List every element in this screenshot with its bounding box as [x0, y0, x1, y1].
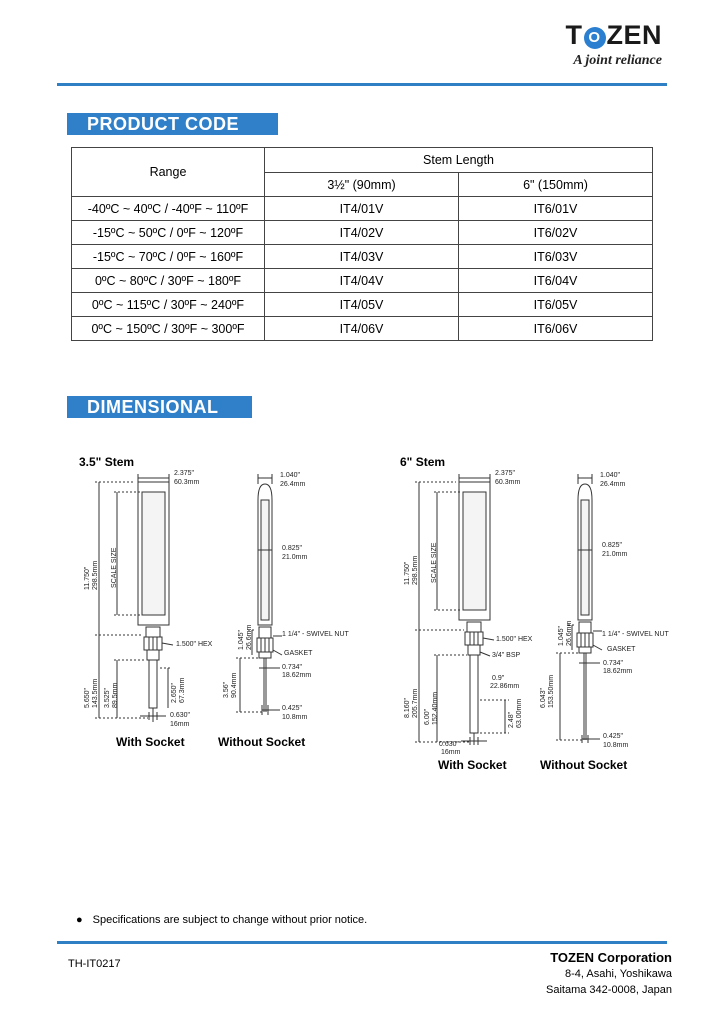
- caption-6-without-socket: Without Socket: [540, 758, 628, 772]
- stem-35-header: 3½" (90mm): [265, 173, 459, 197]
- dim-r-bsp: 3/4" BSP: [492, 652, 521, 659]
- dim-total-mm: 143.5mm: [92, 678, 99, 708]
- caption-35-without-socket: Without Socket: [218, 735, 306, 749]
- dim-nw-in: 1.040": [280, 472, 301, 479]
- stem-length-header: Stem Length: [265, 148, 653, 173]
- dim-stem-dia-mm: 21.0mm: [282, 554, 308, 561]
- footer-rule: [57, 941, 667, 944]
- dim-r-09-mm: 22.86mm: [490, 683, 520, 690]
- dim-socket-in: 0.630": [170, 712, 191, 719]
- dim-r-height-in: 11.750": [404, 561, 411, 585]
- logo-circle-o: O: [584, 27, 606, 49]
- company-address-line2: Saitama 342-0008, Japan: [546, 984, 672, 996]
- dim-gasket: GASKET: [284, 650, 313, 657]
- dim-r-nut-in: 1.045": [558, 625, 565, 646]
- code-cell: IT4/02V: [265, 221, 459, 245]
- code-cell: IT6/03V: [459, 245, 653, 269]
- code-cell: IT6/04V: [459, 269, 653, 293]
- code-cell: IT4/03V: [265, 245, 459, 269]
- dim-tip-mm: 10.8mm: [282, 714, 308, 721]
- section-dimensional: DIMENSIONAL: [67, 396, 252, 418]
- dim-r-scale-size: SCALE SIZE: [431, 542, 438, 583]
- dim-width-mm: 60.3mm: [174, 479, 200, 486]
- drawing-title-6: 6" Stem: [400, 455, 446, 469]
- dim-stem-in: 3.525": [104, 687, 111, 708]
- code-cell: IT4/05V: [265, 293, 459, 317]
- drawing-title-35: 3.5" Stem: [79, 455, 135, 469]
- range-cell: 0ºC ~ 115ºC / 30ºF ~ 240ºF: [72, 293, 265, 317]
- range-cell: -15ºC ~ 50ºC / 0ºF ~ 120ºF: [72, 221, 265, 245]
- dim-r-height-mm: 298.5mm: [412, 555, 419, 585]
- dim-stem-mm: 89.5mm: [112, 682, 119, 708]
- dim-r-gasket: GASKET: [607, 646, 636, 653]
- dim-r-width-in: 2.375": [495, 470, 516, 477]
- dim-r-nw-mm: 26.4mm: [600, 481, 626, 488]
- dim-r-stem-in: 6.00": [424, 708, 431, 725]
- code-cell: IT4/04V: [265, 269, 459, 293]
- range-cell: 0ºC ~ 150ºC / 30ºF ~ 300ºF: [72, 317, 265, 341]
- section-product-code: PRODUCT CODE: [67, 113, 278, 135]
- dim-insert-in: 2.650": [171, 682, 178, 703]
- code-cell: IT6/02V: [459, 221, 653, 245]
- logo-text-zen: ZEN: [606, 20, 662, 50]
- dim-stem-dia-in: 0.825": [282, 545, 303, 552]
- company-block: [546, 950, 672, 998]
- dim-734-in: 0.734": [282, 664, 303, 671]
- code-cell: IT4/06V: [265, 317, 459, 341]
- dim-r-swivel-nut: 1 1/4" - SWIVEL NUT: [602, 631, 669, 638]
- dim-r-width-mm: 60.3mm: [495, 479, 521, 486]
- range-cell: -15ºC ~ 70ºC / 0ºF ~ 160ºF: [72, 245, 265, 269]
- dim-r-ns-len-mm: 153.50mm: [548, 674, 555, 708]
- dim-scale-size: SCALE SIZE: [111, 547, 118, 588]
- spec-note-text: Specifications are subject to change without prior notice.: [92, 914, 368, 926]
- dim-r-nut-mm: 26.6mm: [566, 620, 573, 646]
- logo-tagline: A joint reliance: [573, 53, 662, 68]
- dim-height-in: 11.750": [84, 566, 91, 590]
- dim-nut-mm: 26.6mm: [246, 624, 253, 650]
- dim-r-socket-in: 0.630": [439, 741, 460, 748]
- dim-insert-mm: 67.3mm: [179, 677, 186, 703]
- document-number: TH-IT0217: [68, 958, 121, 970]
- range-header: Range: [72, 148, 265, 197]
- dim-tip-in: 0.425": [282, 705, 303, 712]
- dim-734-mm: 18.62mm: [282, 672, 312, 679]
- spec-note: [76, 914, 367, 926]
- dim-r-09-in: 0.9": [492, 675, 505, 682]
- dim-nut-in: 1.045": [238, 629, 245, 650]
- stem-6-header: 6" (150mm): [459, 173, 653, 197]
- dim-ns-len-mm: 90.4mm: [231, 672, 238, 698]
- dim-r-socket-mm: 16mm: [441, 749, 461, 756]
- dim-height-mm: 298.5mm: [92, 560, 99, 590]
- dim-r-248-in: 2.48": [508, 711, 515, 728]
- code-cell: IT6/01V: [459, 197, 653, 221]
- dim-socket-mm: 16mm: [170, 721, 190, 728]
- company-address-line1: 8-4, Asahi, Yoshikawa: [564, 968, 672, 980]
- dim-width-in: 2.375": [174, 470, 195, 477]
- dim-total-in: 5.650": [84, 687, 91, 708]
- range-cell: -40ºC ~ 40ºC / -40ºF ~ 110ºF: [72, 197, 265, 221]
- code-cell: IT6/06V: [459, 317, 653, 341]
- dim-hex: 1.500" HEX: [176, 641, 213, 648]
- code-cell: IT6/05V: [459, 293, 653, 317]
- dim-r-tip-in: 0.425": [603, 733, 624, 740]
- dim-r-734-in: 0.734": [603, 660, 624, 667]
- dim-r-248-mm: 63.00mm: [516, 698, 523, 728]
- dim-r-734-mm: 18.62mm: [603, 668, 633, 675]
- logo-text-t: T: [565, 20, 583, 50]
- dim-r-total-in: 8.160": [404, 697, 411, 718]
- dim-r-tip-mm: 10.8mm: [603, 742, 629, 749]
- dim-nw-mm: 26.4mm: [280, 481, 306, 488]
- dim-r-ns-len-in: 6.043": [540, 687, 547, 708]
- dim-r-total-mm: 205.7mm: [412, 688, 419, 718]
- caption-6-with-socket: With Socket: [438, 758, 507, 772]
- dim-r-stem-mm: 152.40mm: [432, 691, 439, 725]
- company-name: TOZEN Corporation: [550, 950, 672, 965]
- range-cell: 0ºC ~ 80ºC / 30ºF ~ 180ºF: [72, 269, 265, 293]
- dim-r-nw-in: 1.040": [600, 472, 621, 479]
- dim-r-hex: 1.500" HEX: [496, 636, 533, 643]
- code-cell: IT4/01V: [265, 197, 459, 221]
- caption-35-with-socket: With Socket: [116, 735, 185, 749]
- dim-r-stem-dia-in: 0.825": [602, 542, 623, 549]
- bullet-icon: ●: [76, 914, 83, 926]
- dim-r-stem-dia-mm: 21.0mm: [602, 551, 628, 558]
- dim-swivel-nut: 1 1/4" - SWIVEL NUT: [282, 631, 349, 638]
- dim-ns-len-in: 3.56": [223, 681, 230, 698]
